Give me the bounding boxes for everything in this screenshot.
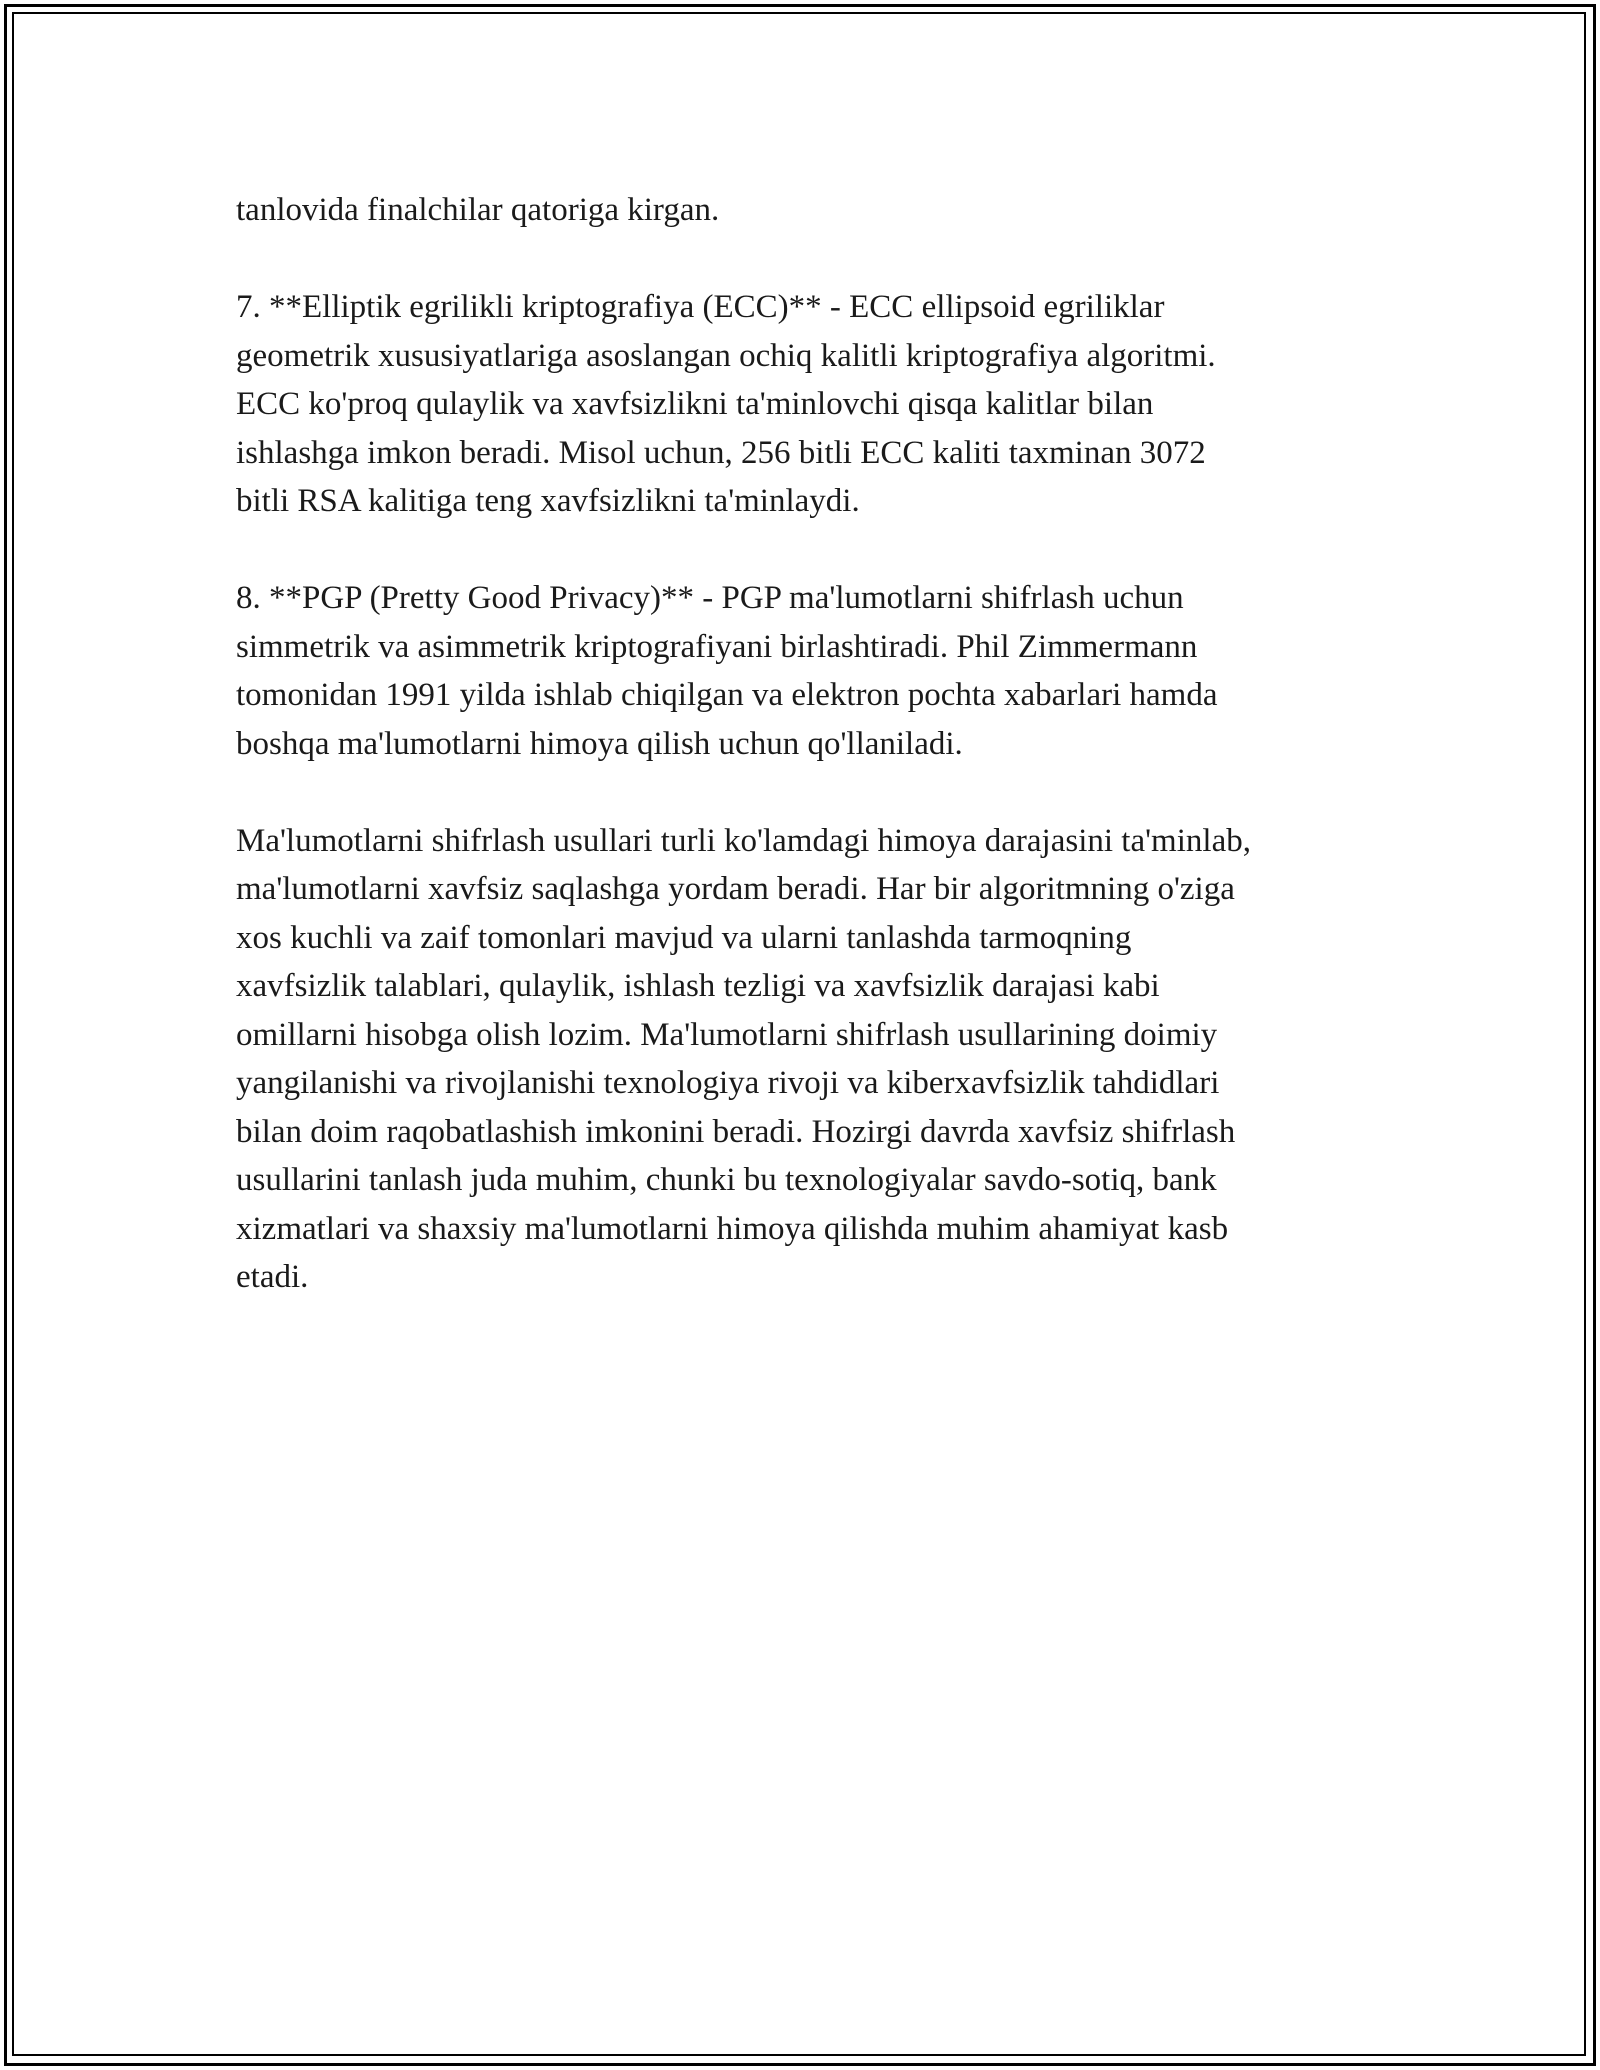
paragraph-conclusion: Ma'lumotlarni shifrlash usullari turli ko'lamdagi himoya darajasini ta'minlab, ma'lumotlarni xavfsiz saqlashga yordam beradi. Har bir algoritmning o'ziga xos kuchli va zaif tomonlari mavjud va ularni tanlashda tarmoqning xavfsizlik talablari, qulaylik, ishlash tezligi va xavfsizlik darajasi kabi omillarni hisobga olish lozim. Ma'lumotlarni shifrlash usullarining doimiy yangilanishi va rivojlanishi texnologiya rivoji va kiberxavfsizlik tahdidlari bilan doim raqobatlashish imkonini beradi. Hozirgi davrda xavfsiz shifrlash usullarini tanlash juda muhim, chunki bu texnologiyalar savdo-sotiq, bank xizmatlari va shaxsiy ma'lumotlarni himoya qilishda muhim ahamiyat kasb etadi. [236, 822, 1251, 1295]
paragraph-continuation: tanlovida finalchilar qatoriga kirgan. [236, 192, 720, 228]
paragraph-ecc: 7. **Elliptik egrilikli kriptografiya (ECC)** - ECC ellipsoid egriliklar geometrik xususiyatlariga asoslangan ochiq kalitli kriptografiya algoritmi. ECC ko'proq qulaylik va xavfsizlikni ta'minlovchi qisqa kalitlar bilan ishlashga imkon beradi. Misol uchun, 256 bitli ECC kaliti taxminan 3072 bitli RSA kalitiga teng xavfsizlikni ta'minlaydi. [236, 289, 1216, 519]
document-body [236, 186, 1386, 1350]
paragraph-pgp: 8. **PGP (Pretty Good Privacy)** - PGP ma'lumotlarni shifrlash uchun simmetrik va asimmetrik kriptografiyani birlashtiradi. Phil Zimmermann tomonidan 1991 yilda ishlab chiqilgan va elektron pochta xabarlari hamda boshqa ma'lumotlarni himoya qilish uchun qo'llaniladi. [236, 580, 1218, 762]
